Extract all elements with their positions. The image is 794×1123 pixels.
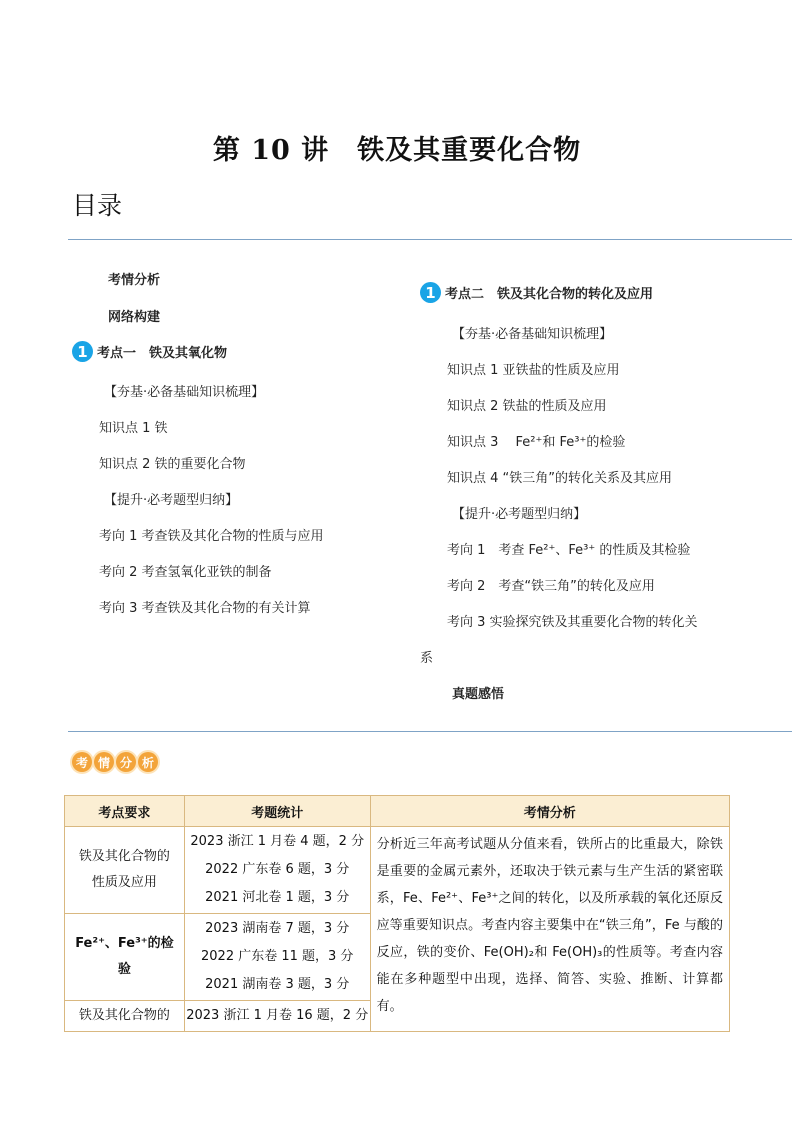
table-header: 考点要求 — [65, 796, 185, 827]
divider-top — [68, 239, 792, 240]
table-cell-analysis: 分析近三年高考试题从分值来看，铁所占的比重最大，除铁是重要的金属元素外，还取决于铁元素与生产生活的紧密联系，Fe、Fe²⁺、Fe³⁺之间的转化，以及所承载的氧化还原反应等重要知识点。考查内容主要集中在“铁三角”，Fe 与酸的反应，铁的变价、Fe(OH)₂和 Fe(OH)₃的性质等。考查内容能在多种题型中出现，选择、简答、实验、推断、计算都有。 — [370, 827, 729, 1032]
table-cell-req: 铁及其化合物的 — [65, 1001, 185, 1032]
stat-line: 2022 广东卷 11 题，3 分 — [201, 949, 354, 964]
table-row — [65, 827, 730, 914]
toc-heading: 目录 — [72, 191, 123, 220]
toc-item-zhenti[interactable]: 真题感悟 — [452, 687, 505, 702]
toc-item-kaodian1[interactable] — [72, 341, 227, 362]
stat-line: 2021 湖南卷 3 题，3 分 — [205, 977, 350, 992]
table-cell-stats — [184, 827, 370, 914]
stat-line: 2022 广东卷 6 题，3 分 — [205, 862, 350, 877]
badge-char: 情 — [94, 752, 114, 772]
stat-line: 2023 浙江 1 月卷 4 题，2 分 — [190, 834, 365, 849]
table-cell-stats — [184, 1001, 370, 1032]
badge-char: 析 — [138, 752, 158, 772]
table-header: 考情分析 — [370, 796, 729, 827]
toc-item-kaoqing[interactable]: 考情分析 — [108, 273, 161, 288]
toc-item-kaoxiang-2-3-cont[interactable]: 系 — [420, 651, 434, 666]
stat-line: 2021 河北卷 1 题，3 分 — [205, 890, 350, 905]
exam-analysis-table — [64, 795, 730, 1032]
table-header: 考题统计 — [184, 796, 370, 827]
number-badge-icon: 1 — [72, 341, 93, 362]
stat-line: 2023 浙江 1 月卷 16 题，2 分 — [186, 1008, 369, 1023]
toc-item-kaoxiang-1-3[interactable]: 考向 3 考查铁及其化合物的有关计算 — [99, 601, 311, 616]
toc-item-kaoxiang-2-1[interactable]: 考向 1 考查 Fe²⁺、Fe³⁺ 的性质及其检验 — [447, 543, 691, 558]
toc-item-hangji-2[interactable]: 【夯基·必备基础知识梳理】 — [452, 327, 613, 342]
toc-item-tisheng-1[interactable]: 【提升·必考题型归纳】 — [104, 493, 239, 508]
table-cell-req: 铁及其化合物的性质及应用 — [65, 827, 185, 914]
toc-item-zhishidian-2-4[interactable]: 知识点 4 “铁三角”的转化关系及其应用 — [447, 471, 673, 486]
divider-bottom — [68, 731, 792, 732]
toc-item-kaoxiang-2-2[interactable]: 考向 2 考查“铁三角”的转化及应用 — [447, 579, 655, 594]
toc-item-zhishidian-2-1[interactable]: 知识点 1 亚铁盐的性质及应用 — [447, 363, 620, 378]
toc-item-zhishidian-1-2[interactable]: 知识点 2 铁的重要化合物 — [99, 457, 246, 472]
toc-item-zhishidian-1-1[interactable]: 知识点 1 铁 — [99, 421, 168, 436]
table-cell-stats — [184, 914, 370, 1001]
toc-item-hangji-1[interactable]: 【夯基·必备基础知识梳理】 — [104, 385, 265, 400]
page-title: 第 10 讲 铁及其重要化合物 — [212, 135, 582, 166]
toc-item-kaoxiang-1-1[interactable]: 考向 1 考查铁及其化合物的性质与应用 — [99, 529, 324, 544]
stat-line: 2023 湖南卷 7 题，3 分 — [205, 921, 350, 936]
toc-item-kaoxiang-2-3[interactable]: 考向 3 实验探究铁及其重要化合物的转化关 — [447, 615, 698, 630]
toc-item-kaodian2[interactable] — [420, 282, 653, 303]
toc-item-zhishidian-2-2[interactable]: 知识点 2 铁盐的性质及应用 — [447, 399, 607, 414]
toc-item-wangluo[interactable]: 网络构建 — [108, 310, 161, 325]
toc-item-kaoxiang-1-2[interactable]: 考向 2 考查氢氧化亚铁的制备 — [99, 565, 272, 580]
section-badge-kaoqing — [72, 752, 158, 772]
toc-item-zhishidian-2-3[interactable]: 知识点 3 Fe²⁺和 Fe³⁺的检验 — [447, 435, 626, 450]
toc-item-label: 考点一 铁及其氧化物 — [97, 346, 228, 361]
badge-char: 分 — [116, 752, 136, 772]
toc-item-tisheng-2[interactable]: 【提升·必考题型归纳】 — [452, 507, 587, 522]
number-badge-icon: 1 — [420, 282, 441, 303]
toc-item-label: 考点二 铁及其化合物的转化及应用 — [445, 287, 654, 302]
table-cell-req: Fe²⁺、Fe³⁺的检验 — [65, 914, 185, 1001]
badge-char: 考 — [72, 752, 92, 772]
